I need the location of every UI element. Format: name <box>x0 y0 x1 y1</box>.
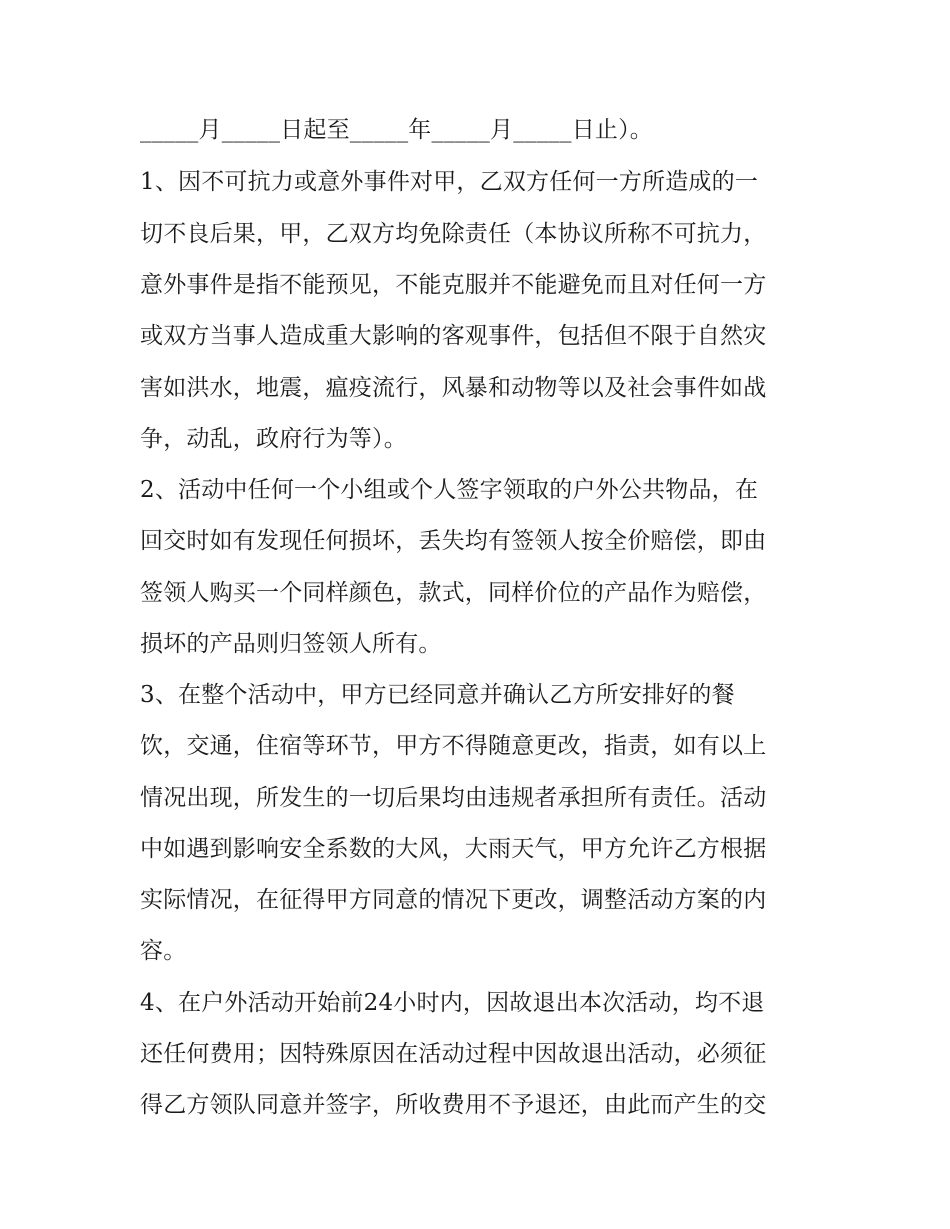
text-line: 4、在户外活动开始前24小时内，因故退出本次活动，均不退 <box>140 990 765 1016</box>
text-line: 签领人购买一个同样颜色，款式，同样价位的产品作为赔偿， <box>140 580 767 606</box>
text-line: _____月_____日起至_____年_____月_____日止）。 <box>140 117 653 143</box>
text-line: 饮，交通，住宿等环节，甲方不得随意更改，指责，如有以上 <box>140 733 767 759</box>
text-line: 情况出现，所发生的一切后果均由违规者承担所有责任。活动 <box>140 785 767 811</box>
text-line: 损坏的产品则归签领人所有。 <box>140 631 442 657</box>
text-line: 意外事件是指不能预见，不能克服并不能避免而且对任何一方 <box>140 272 767 298</box>
text-line: 中如遇到影响安全系数的大风，大雨天气，甲方允许乙方根据 <box>140 836 767 862</box>
text-line: 3、在整个活动中，甲方已经同意并确认乙方所安排好的餐 <box>140 682 735 708</box>
text-line: 切不良后果，甲，乙双方均免除责任（本协议所称不可抗力， <box>140 221 767 247</box>
text-line: 得乙方领队同意并签字，所收费用不予退还，由此而产生的交 <box>140 1092 767 1118</box>
text-line: 或双方当事人造成重大影响的客观事件，包括但不限于自然灾 <box>140 323 767 349</box>
text-line: 1、因不可抗力或意外事件对甲，乙双方任何一方所造成的一 <box>140 169 759 195</box>
text-line: 实际情况，在征得甲方同意的情况下更改，调整活动方案的内 <box>140 887 767 913</box>
text-line: 害如洪水，地震，瘟疫流行，风暴和动物等以及社会事件如战 <box>140 375 767 401</box>
text-line: 争，动乱，政府行为等）。 <box>140 426 407 452</box>
text-line: 还任何费用；因特殊原因在活动过程中因故退出活动，必须征 <box>140 1041 767 1067</box>
text-line: 容。 <box>140 938 187 964</box>
text-line: 回交时如有发现任何损坏，丢失均有签领人按全价赔偿，即由 <box>140 528 767 554</box>
text-line: 2、活动中任何一个小组或个人签字领取的户外公共物品，在 <box>140 477 759 503</box>
